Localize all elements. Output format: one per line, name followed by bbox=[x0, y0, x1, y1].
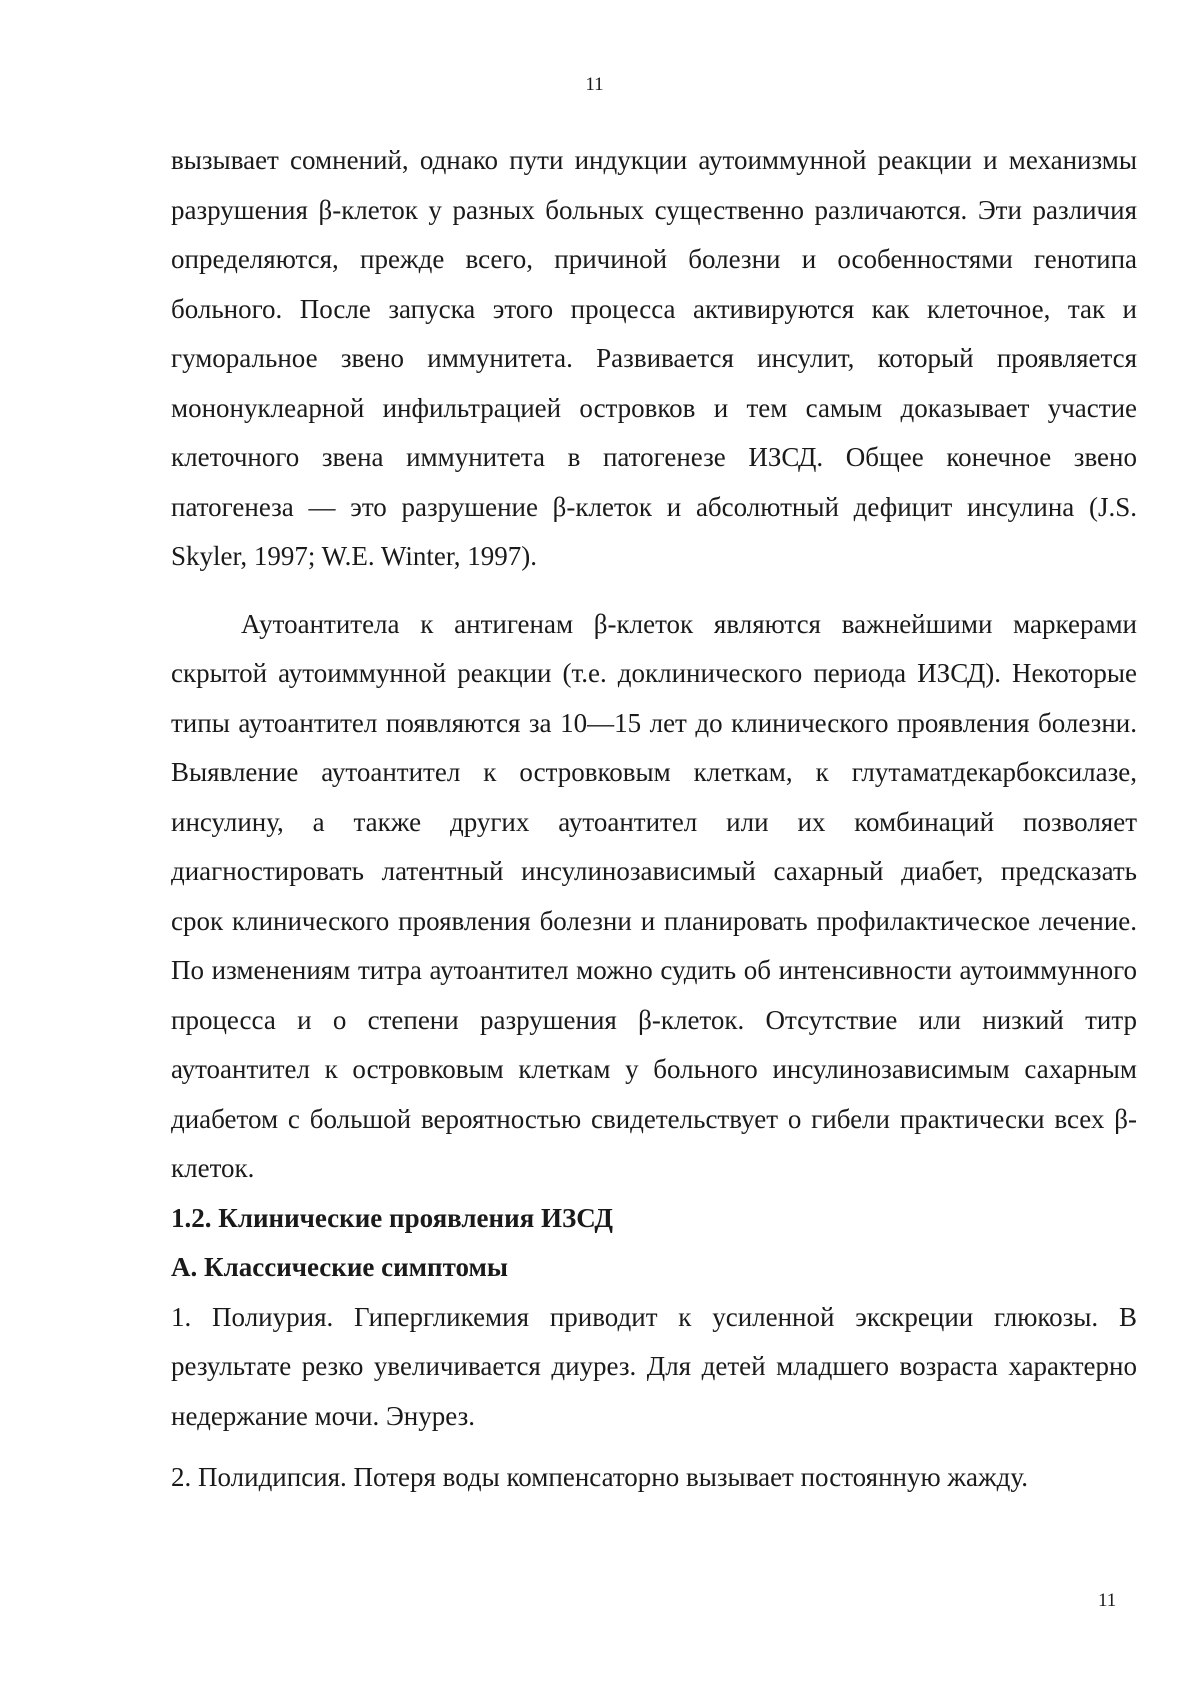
section-heading: 1.2. Клинические проявления ИЗСД bbox=[171, 1202, 613, 1233]
page-number-top: 11 bbox=[585, 74, 604, 95]
paragraph-gap bbox=[171, 1441, 1137, 1453]
paragraph-autoantibodies: Аутоантитела к антигенам β-клеток являются важнейшими маркерами скрытой аутоиммунной реакции (т.е. доклинического периода ИЗСД). Некоторые типы аутоантител появляются за 10—15 лет до клинического проявления болезни. Выявление аутоантител к островковым клеткам, к глутаматдекарбоксилазе, инсулину, а также других аутоантител или их комбинаций позволяет диагностировать латентный инсулинозависимый сахарный диабет, предсказать срок клинического проявления болезни и планировать профилактическое лечение. По изменениям титра аутоантител можно судить об интенсивности аутоиммунного процесса и о степени разрушения β-клеток. Отсутствие или низкий титр аутоантител к островковым клеткам у больного инсулинозависимым сахарным диабетом с большой вероятностью свидетельствует о гибели практически всех β-клеток. bbox=[171, 608, 1137, 1183]
page-number-bottom: 11 bbox=[1098, 1590, 1117, 1611]
paragraph-pathogenesis: вызывает сомнений, однако пути индукции аутоиммунной реакции и механизмы разрушения β-клеток у разных больных существенно различаются. Эти различия определяются, прежде всего, причиной болезни и особенностями генотипа больного. После запуска этого процесса активируются как клеточное, так и гуморальное звено иммунитета. Развивается инсулит, который проявляется мононуклеарной инфильтрацией островков и тем самым доказывает участие клеточного звена иммунитета в патогенезе ИЗСД. Общее конечное звено патогенеза — это разрушение β-клеток и абсолютный дефицит инсулина (J.S. Skyler, 1997; W.E. Winter, 1997). bbox=[171, 145, 1137, 571]
subsection-heading: А. Классические симптомы bbox=[171, 1252, 508, 1282]
symptom-item-polydipsia: 2. Полидипсия. Потеря воды компенсаторно вызывает постоянную жажду. bbox=[171, 1462, 1028, 1492]
paragraph-gap bbox=[171, 582, 1137, 600]
page-body bbox=[171, 136, 1137, 1503]
symptom-item-polyuria: 1. Полиурия. Гипергликемия приводит к усиленной экскреции глюкозы. В результате резко увеличивается диурез. Для детей младшего возраста характерно недержание мочи. Энурез. bbox=[171, 1301, 1137, 1431]
